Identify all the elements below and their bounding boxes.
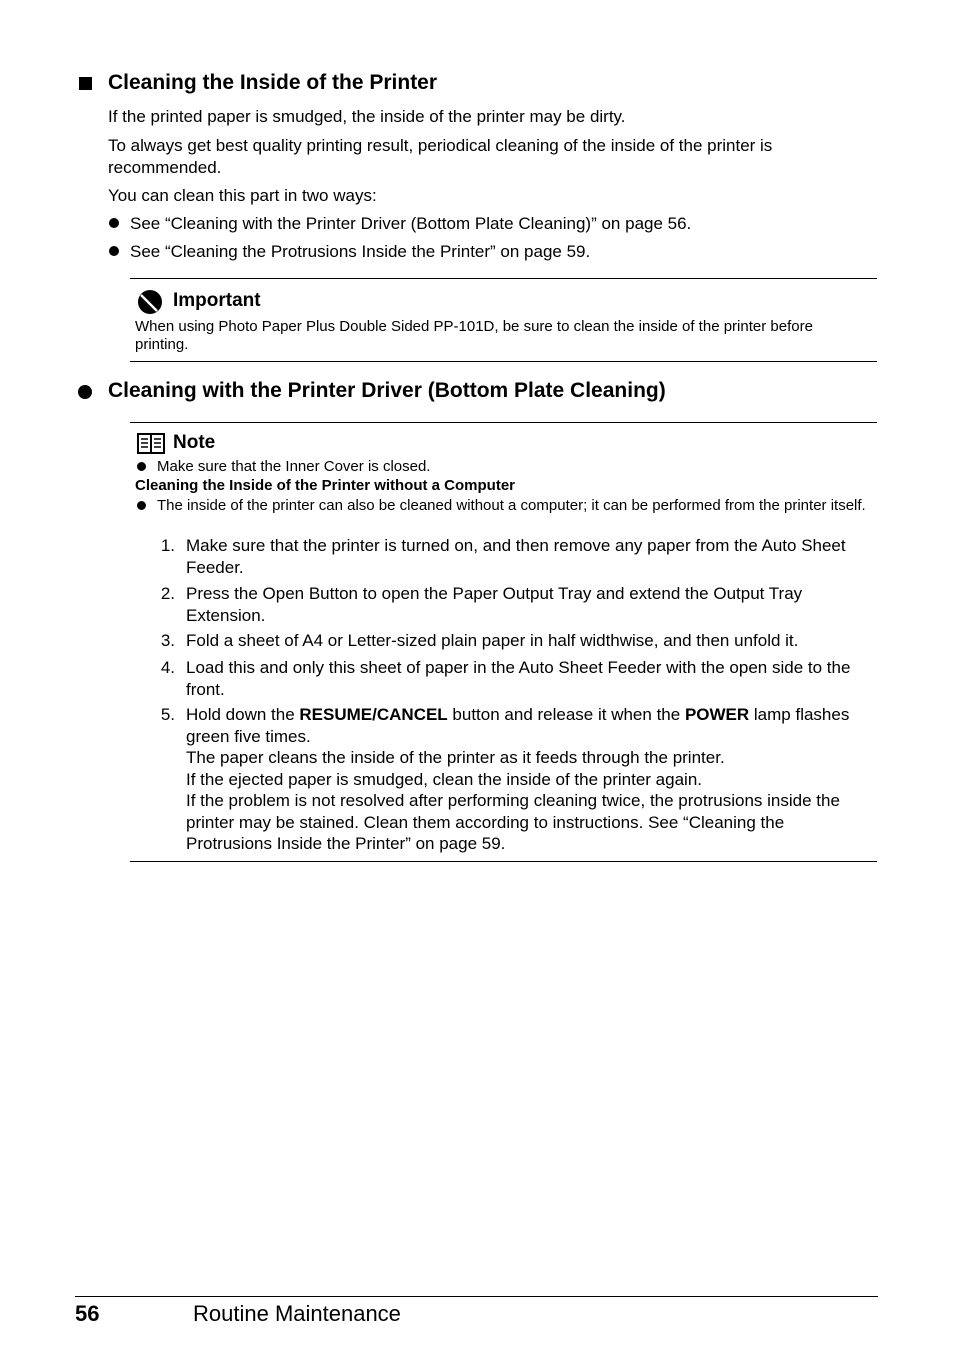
important-icon <box>137 289 163 315</box>
step-number: 5. <box>160 705 175 724</box>
paragraph: You can clean this part in two ways: <box>108 186 377 205</box>
bullet-icon <box>137 462 146 471</box>
section-title: Cleaning the Inside of the Printer <box>108 71 438 94</box>
footer-rule <box>75 1296 878 1297</box>
bullet-icon <box>109 218 119 228</box>
important-text: When using Photo Paper Plus Double Sided PP-101D, be sure to clean the inside of the printer before printing. <box>135 318 813 353</box>
divider <box>130 278 877 279</box>
section-title: Cleaning with the Printer Driver (Bottom Plate Cleaning) <box>108 379 666 402</box>
resume-cancel-label: RESUME/CANCEL <box>299 705 448 724</box>
step-text: Fold a sheet of A4 or Letter-sized plain paper in half widthwise, and then unfold it. <box>186 631 799 650</box>
step-text: Make sure that the printer is turned on, and then remove any paper from the Auto Sheet Feeder. <box>186 536 846 577</box>
step-text-line: If the problem is not resolved after performing cleaning twice, the protrusions inside the printer may be stained. Clean them according to instructions. See “Cleaning the Protrusions Inside the Printer” on page 59. <box>186 791 840 853</box>
power-label: POWER <box>684 705 750 724</box>
bullet-icon <box>78 385 92 399</box>
step-text: Load this and only this sheet of paper in the Auto Sheet Feeder with the open side to the front. <box>186 658 851 699</box>
step-number: 3. <box>160 631 175 650</box>
note-book-icon <box>137 433 165 454</box>
step-number: 4. <box>160 658 175 677</box>
square-bullet-icon <box>79 77 92 90</box>
step-text-line: The paper cleans the inside of the printer as it feeds through the printer. <box>186 748 725 767</box>
step-text-part: lamp flashes green five times. <box>186 705 850 746</box>
page-number: 56 <box>75 1301 100 1326</box>
step-text-part: Hold down the <box>186 705 300 724</box>
bullet-icon <box>137 501 146 510</box>
step-text <box>186 704 861 855</box>
footer-section-name: Routine Maintenance <box>193 1301 401 1326</box>
cross-reference: See “Cleaning the Protrusions Inside the Printer” on page 59. <box>130 242 591 261</box>
step-text-part: button and release it when the <box>447 705 685 724</box>
step-number: 1. <box>160 536 175 555</box>
bullet-icon <box>109 246 119 256</box>
paragraph: If the printed paper is smudged, the inside of the printer may be dirty. <box>108 107 626 126</box>
note-heading: Note <box>173 432 216 453</box>
paragraph: To always get best quality printing result, periodical cleaning of the inside of the printer is recommended. <box>108 136 773 177</box>
divider <box>130 361 877 362</box>
divider <box>130 861 877 862</box>
note-subheading: Cleaning the Inside of the Printer without a Computer <box>135 477 516 494</box>
step-text-line: If the ejected paper is smudged, clean the inside of the printer again. <box>186 769 702 789</box>
important-heading: Important <box>173 290 261 311</box>
cross-reference: See “Cleaning with the Printer Driver (Bottom Plate Cleaning)” on page 56. <box>130 214 692 233</box>
step-number: 2. <box>160 584 175 603</box>
step-text: Press the Open Button to open the Paper Output Tray and extend the Output Tray Extension. <box>186 584 803 625</box>
note-text: The inside of the printer can also be cleaned without a computer; it can be performed from the printer itself. <box>157 497 866 514</box>
note-text: Make sure that the Inner Cover is closed. <box>157 458 431 475</box>
divider <box>130 422 877 423</box>
